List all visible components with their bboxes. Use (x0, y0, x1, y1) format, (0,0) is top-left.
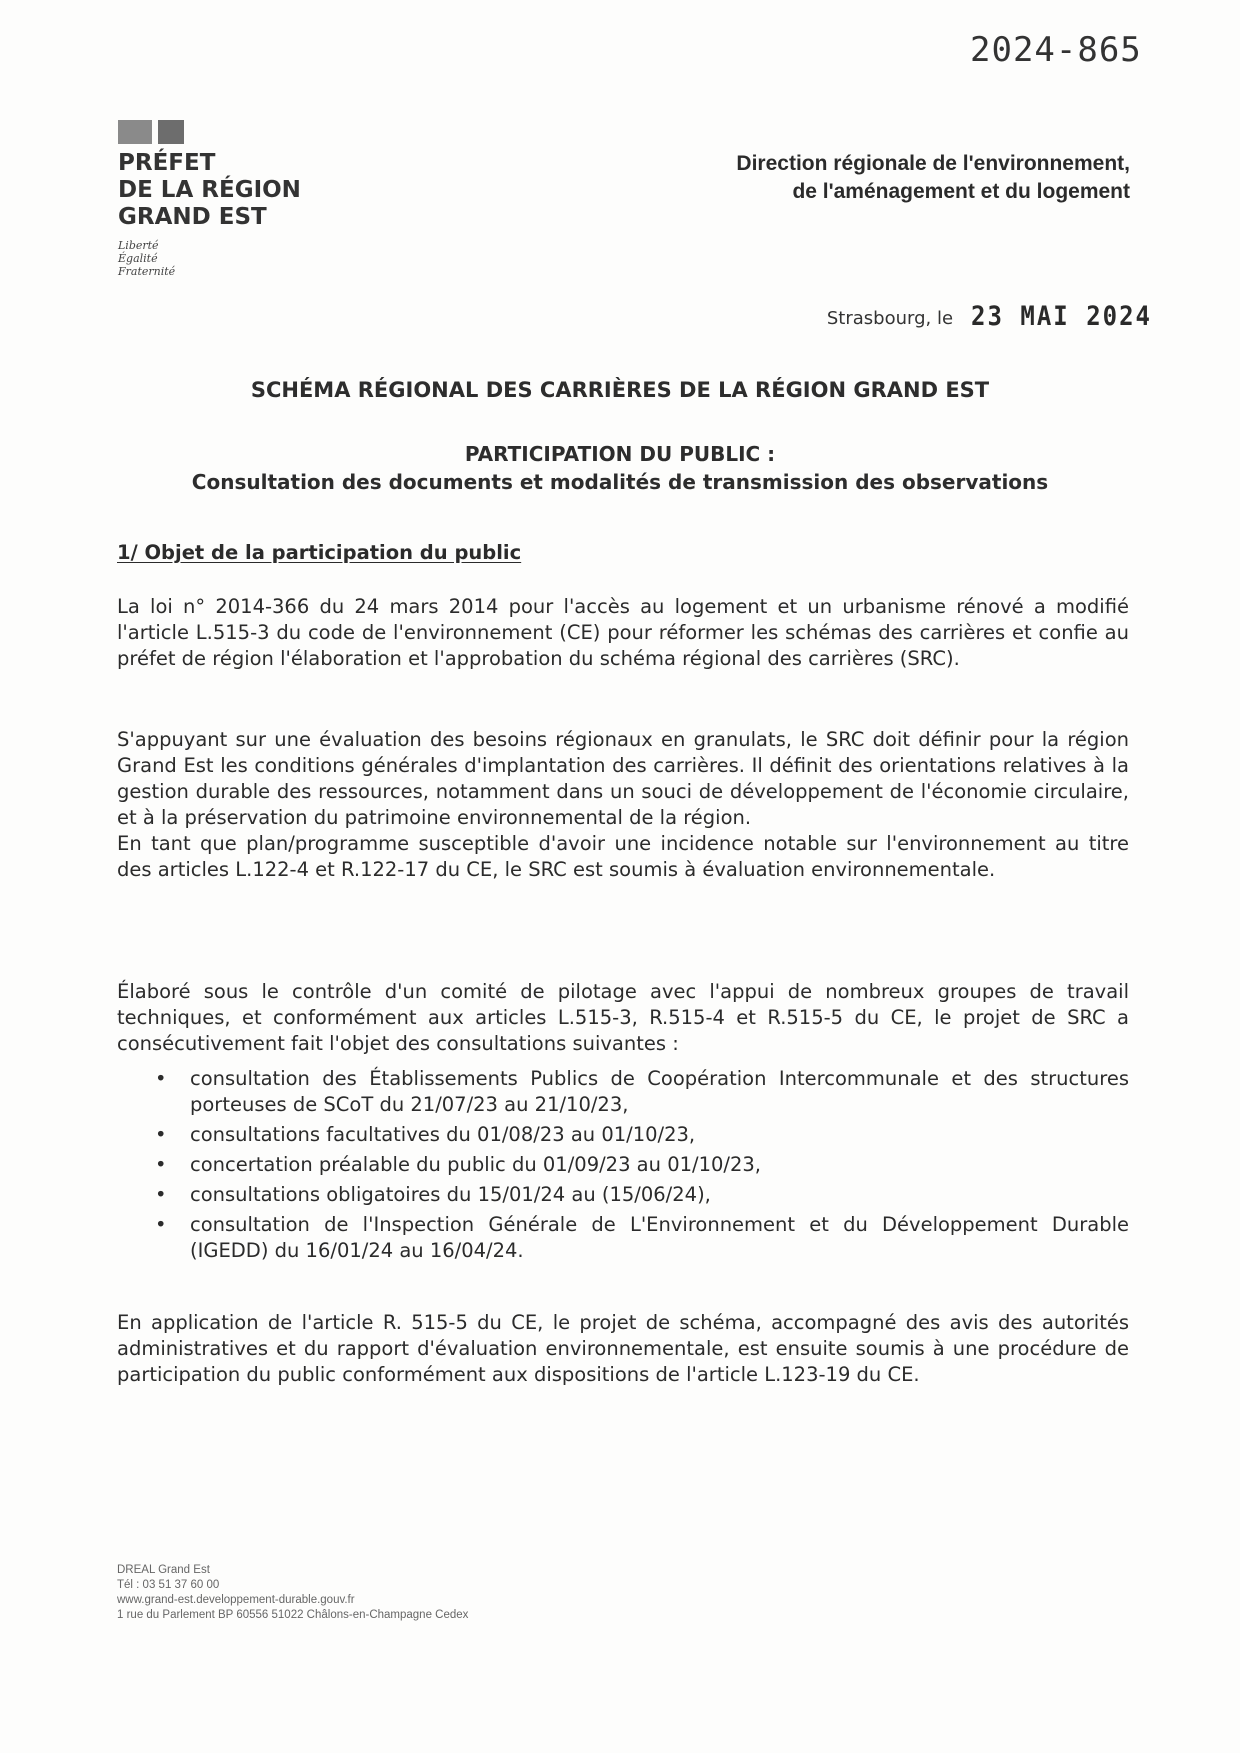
consultation-text: consultation de l'Inspection Générale de L'Environnement et du Développement Durable (IGEDD) du 16/01/24 au 16/04/24. (190, 1213, 1129, 1262)
place-label: Strasbourg, le (826, 308, 954, 329)
prefet-line: DE LA RÉGION (118, 177, 301, 203)
prefet-logo-block (118, 120, 301, 278)
list-item (117, 1122, 1129, 1148)
footer-line: Tél : 03 51 37 60 00 (117, 1579, 220, 1591)
prefet-line: GRAND EST (118, 204, 267, 230)
date-stamp: 23 MAI 2024 (971, 300, 1152, 332)
consultation-text: consultations obligatoires du 15/01/24 au (15/06/24), (190, 1183, 711, 1206)
motto-line: Fraternité (118, 265, 176, 278)
paragraph-src-objectives: S'appuyant sur une évaluation des besoins régionaux en granulats, le SRC doit définir pour la région Grand Est les conditions générales d'implantation des carrières. Il définit des orientations relatives à la gestion durable des ressources, notamment dans un souci de développement de l'économie circulaire, et à la préservation du patrimoine environnemental de la région. (117, 728, 1129, 829)
consultation-text: consultation des Établissements Publics de Coopération Intercommunale et des structures porteuses de SCoT du 21/07/23 au 21/10/23, (190, 1067, 1129, 1116)
motto-line: Liberté (118, 239, 159, 252)
paragraph-src-definition (117, 727, 1129, 883)
motto-line: Égalité (118, 252, 158, 265)
list-item (117, 1152, 1129, 1178)
direction-line: Direction régionale de l'environnement, (736, 152, 1130, 175)
footer-line: www.grand-est.developpement-durable.gouv.fr (117, 1594, 355, 1606)
paragraph-public-participation: En application de l'article R. 515-5 du CE, le projet de schéma, accompagné des avis des autorités administratives et du rapport d'évaluation environnementale, est ensuite soumis à une procédure de participation du public conformément aux dispositions de l'article L.123-19 du CE. (117, 1311, 1129, 1386)
bullet: • (155, 1153, 167, 1176)
section-heading: 1/ Objet de la participation du public (117, 541, 522, 564)
footer-line: DREAL Grand Est (117, 1564, 210, 1576)
list-item (117, 1212, 1129, 1264)
list-item (117, 1066, 1129, 1118)
list-item (117, 1182, 1129, 1208)
document-subtitle (0, 440, 1240, 496)
bullet: • (155, 1123, 167, 1146)
paragraph-consultations-intro: Élaboré sous le contrôle d'un comité de pilotage avec l'appui de nombreux groupes de travail techniques, et conformément aux articles L.515-3, R.515-4 et R.515-5 du CE, le projet de SRC a consécutivement fait l'objet des consultations suivantes : (117, 980, 1129, 1055)
bullet: • (155, 1067, 167, 1090)
bullet: • (155, 1213, 167, 1236)
consultations-list (117, 1066, 1129, 1268)
republic-motto (118, 239, 301, 278)
direction-line: de l'aménagement et du logement (792, 180, 1130, 203)
footer-address (117, 1563, 468, 1623)
consultation-text: consultations facultatives du 01/08/23 au 01/10/23, (190, 1123, 696, 1146)
prefet-name (118, 150, 301, 231)
marianne-logo-icon (118, 120, 301, 144)
bullet: • (155, 1183, 167, 1206)
subtitle-line: PARTICIPATION DU PUBLIC : (464, 442, 776, 466)
handwritten-reference-number: 2024-865 (970, 30, 1142, 70)
subtitle-line: Consultation des documents et modalités de transmission des observations (191, 470, 1049, 494)
prefet-line: PRÉFET (118, 150, 216, 176)
paragraph-environmental-evaluation: En tant que plan/programme susceptible d'avoir une incidence notable sur l'environnement au titre des articles L.122-4 et R.122-17 du CE, le SRC est soumis à évaluation environnementale. (117, 832, 1129, 881)
paragraph-law: La loi n° 2014-366 du 24 mars 2014 pour l'accès au logement et un urbanisme rénové a modifié l'article L.515-3 du code de l'environnement (CE) pour réformer les schémas des carrières et confie au préfet de région l'élaboration et l'approbation du schéma régional des carrières (SRC). (117, 595, 1129, 670)
footer-line: 1 rue du Parlement BP 60556 51022 Châlons-en-Champagne Cedex (117, 1609, 469, 1621)
issuing-direction (736, 150, 1130, 206)
place-and-date (827, 302, 1152, 330)
document-title: SCHÉMA RÉGIONAL DES CARRIÈRES DE LA RÉGION GRAND EST (250, 378, 990, 402)
consultation-text: concertation préalable du public du 01/09/23 au 01/10/23, (190, 1153, 761, 1176)
